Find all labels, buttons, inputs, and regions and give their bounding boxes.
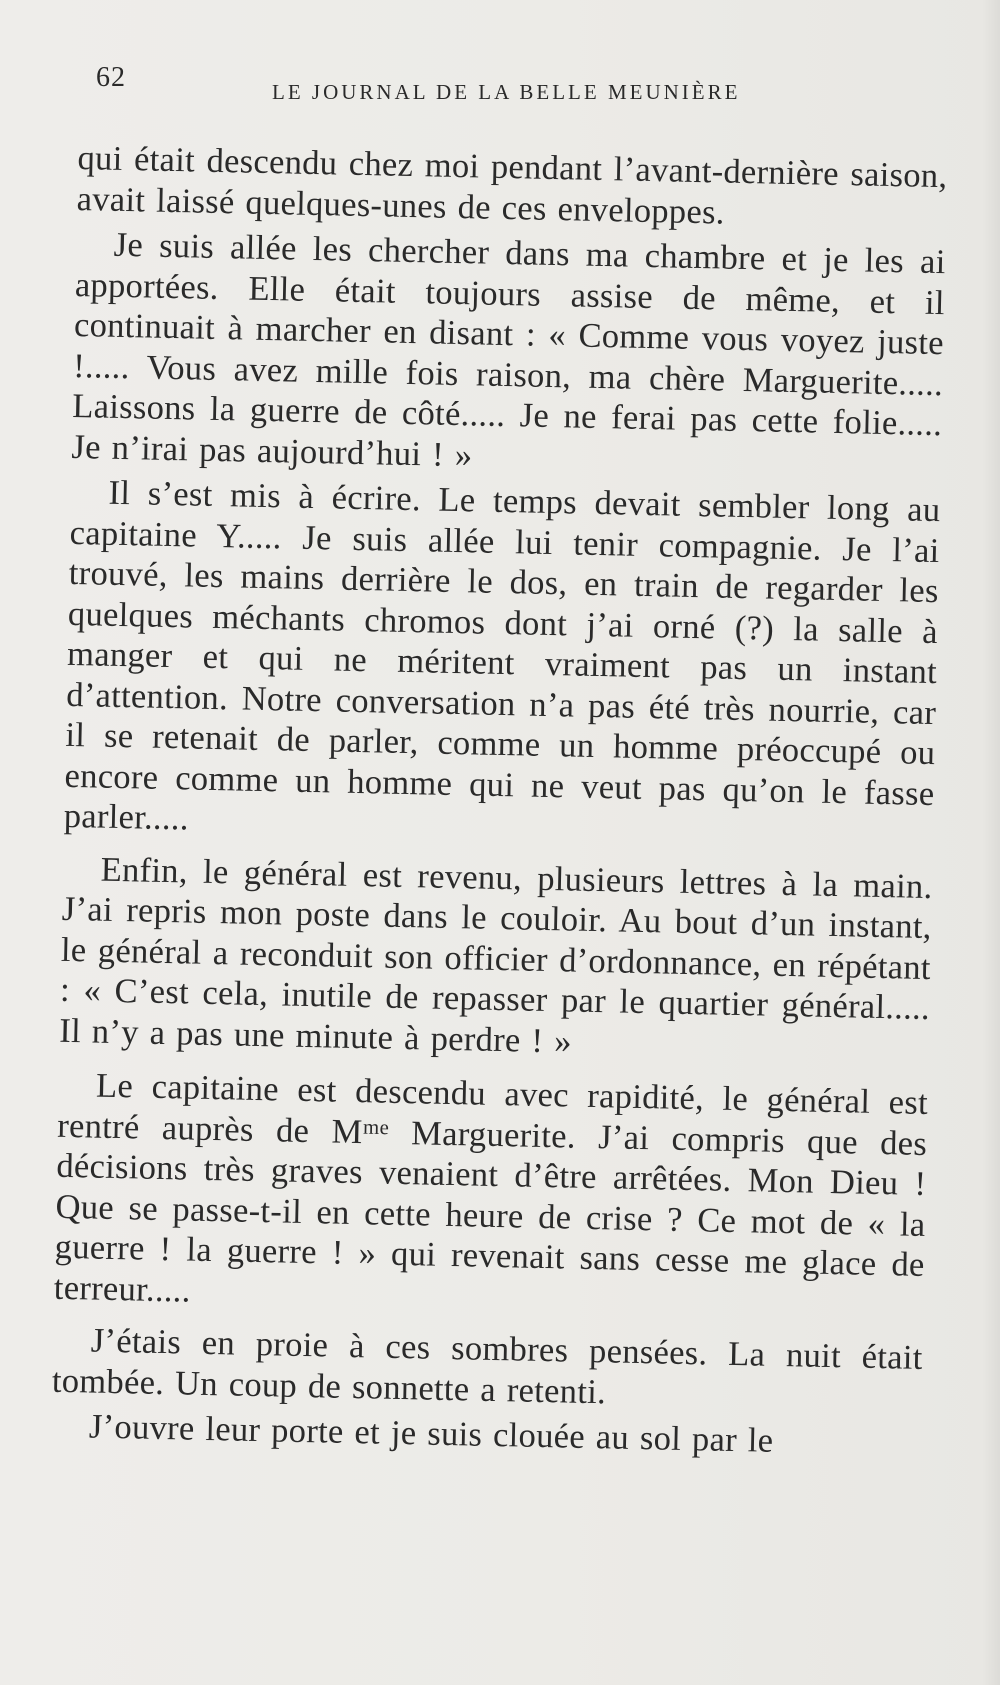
paragraph-6: J’étais en proie à ces sombres pensées. La nuit était tombée. Un coup de sonnette a retenti. (51, 1321, 924, 1411)
paragraph-2: Je suis allée les chercher dans ma chambre et je les ai apportées. Elle était toujours assise de même, et il continuait à marcher en disant : « Comme vous voyez juste !..... Vous avez mille fois raison, ma chère Marguerite..... Laissons la guerre de côté..... Je ne ferai pas cette folie..... Je n’irai pas aujourd’hui ! » (71, 225, 946, 474)
page-edge-shadow (982, 0, 1000, 1685)
page-number: 62 (96, 62, 126, 93)
paragraph-5: Le capitaine est descendu avec rapidité, le général est rentré auprès de Mᵐᵉ Marguerite. J’ai compris que des décisions très graves venaient d’être arrêtées. Mon Dieu ! Que se passe-t-il en cette heure de crise ? Ce mot de « la guerre ! la guerre ! » qui revenait sans cesse me glace de terreur..... (53, 1066, 929, 1310)
running-title: LE JOURNAL DE LA BELLE MEUNIÈRE (272, 80, 741, 104)
paragraph-3: Il s’est mis à écrire. Le temps devait sembler long au capitaine Y..... Je suis allée lui tenir compagnie. Je l’ai trouvé, les mains derrière le dos, en train de regarder les quelques méchants chromos dont j’ai orné (?) la salle à manger et qui ne méritent vraiment pas un instant d’attention. Notre conversation n’a pas été très nourrie, car il se retenait de parler, comme un homme préoccupé ou encore comme un homme qui ne veut pas qu’on le fasse parler..... (63, 473, 941, 838)
page-header (96, 62, 796, 102)
paragraph-4: Enfin, le général est revenu, plusieurs lettres à la main. J’ai repris mon poste dans le couloir. Au bout d’un instant, le général a reconduit son officier d’ordonnance, en répétant : « C’est cela, inutile de repasser par le quartier général..... Il n’y a pas une minute à perdre ! » (58, 850, 933, 1061)
body-text (50, 138, 947, 1469)
paragraph-7: J’ouvre leur porte et je suis clouée au sol par le (88, 1407, 774, 1460)
paragraph-1: qui était descendu chez moi pendant l’avant-dernière saison, avait laissé quelques-unes de ces enveloppes. (76, 138, 948, 232)
